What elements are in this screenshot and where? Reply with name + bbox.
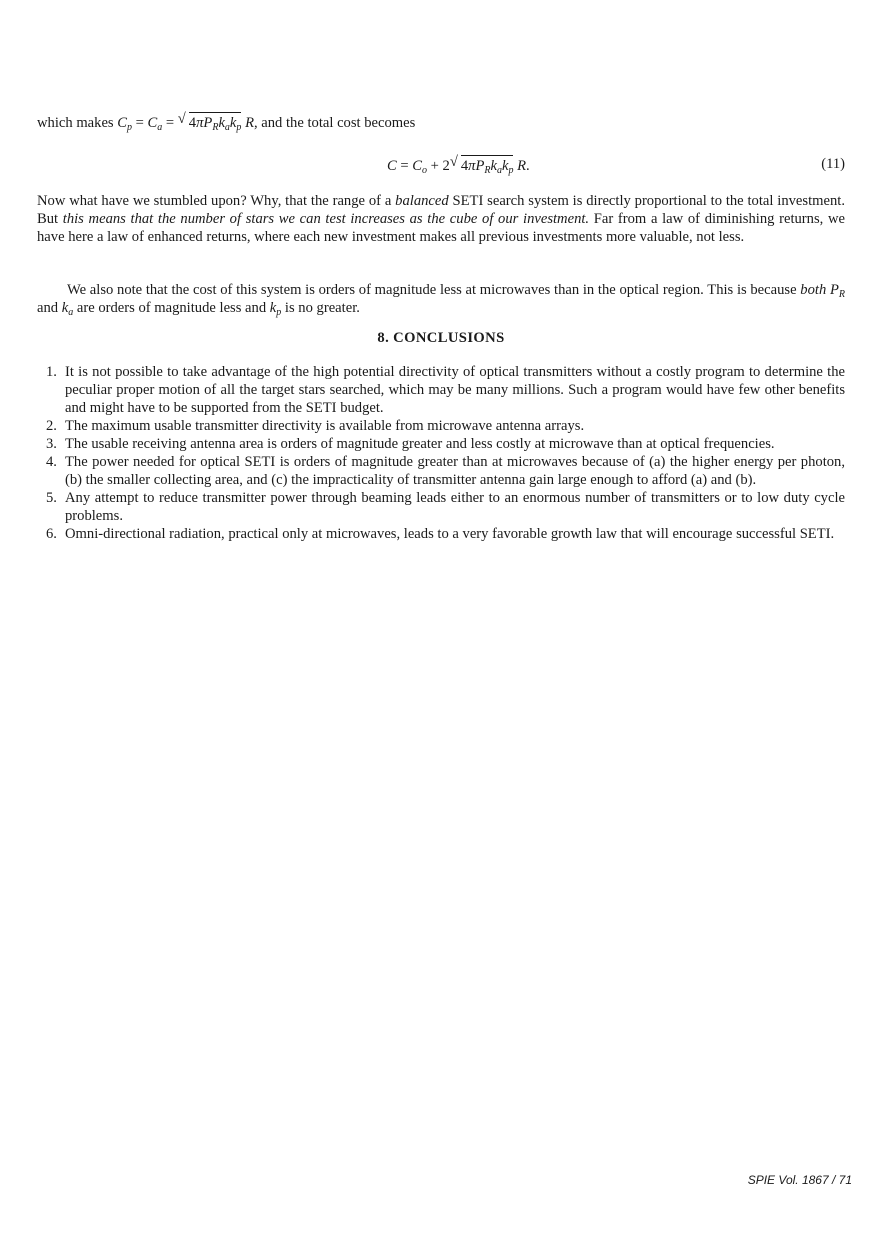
equation-11 xyxy=(37,155,845,175)
list-item xyxy=(37,489,845,525)
symbol-pr: $P_R$ xyxy=(829,282,845,300)
list-item-number: 1. xyxy=(46,364,57,380)
list-item-number: 3. xyxy=(46,436,57,452)
list-item-text: The usable receiving antenna area is orders of magnitude greater and less costly at microwave than at optical frequencies. xyxy=(65,436,775,452)
paragraph1-text-b: SETI search system is directly proportional to the total investment. But xyxy=(37,193,845,227)
list-item xyxy=(37,525,845,543)
paragraph2-text-b: and xyxy=(37,300,59,316)
list-item-number: 4. xyxy=(46,454,57,470)
equation-formula: $C = C_o + 2$ √ $4\pi P_Rk_ak_p$ R. xyxy=(387,154,530,176)
paragraph-range-proportional xyxy=(37,192,845,246)
page-footer: SPIE Vol. 1867 / 71 xyxy=(747,1173,852,1187)
list-item-text: Any attempt to reduce transmitter power through beaming leads either to an enormous number of transmitters or to low duty cycle problems. xyxy=(65,490,845,524)
intro-line xyxy=(37,112,845,132)
list-item xyxy=(37,453,845,489)
list-item xyxy=(37,417,845,435)
paragraph1-emphasis-balanced: balanced xyxy=(395,193,449,209)
list-item-text: It is not possible to take advantage of the high potential directivity of optical transmitters without a costly program to determine the peculiar proper motion of all the target stars searched, which may be many millions. Such a program would have few other benefits and might have to be supported from the SETI budget. xyxy=(65,364,845,416)
inline-formula-cost-equality: $C_p = C_a$ = √ $4\pi P_Rk_ak_p$ R xyxy=(117,111,254,133)
paragraph2-emphasis-both: both xyxy=(800,282,827,298)
list-item-number: 2. xyxy=(46,418,57,434)
paragraph2-text-d: is no greater. xyxy=(284,300,360,316)
intro-after-text: , and the total cost becomes xyxy=(253,115,416,131)
list-item-text: The power needed for optical SETI is orders of magnitude greater than at microwaves because of (a) the higher energy per photon, (b) the smaller collecting area, and (c) the impracticality of transmitter antenna gain large enough to afford (a) and (b). xyxy=(65,454,845,488)
list-item-text: The maximum usable transmitter directivity is available from microwave antenna arrays. xyxy=(65,418,585,434)
paragraph1-emphasis-cube: this means that the number of stars we can test increases as the cube of our investment. xyxy=(62,211,590,227)
section-heading-conclusions: 8. CONCLUSIONS xyxy=(377,330,505,346)
paragraph2-text-c: are orders of magnitude less and xyxy=(76,300,267,316)
paragraph2-text-a: We also note that the cost of this system is orders of magnitude less at microwaves than in the optical region. This is because xyxy=(67,282,797,298)
symbol-kp: $k_p$ xyxy=(269,300,282,318)
list-item-text: Omni-directional radiation, practical only at microwaves, leads to a very favorable growth law that will encourage successful SETI. xyxy=(65,526,835,542)
equation-number: (11) xyxy=(821,156,845,172)
paragraph1-text-c: Far from a law of diminishing returns, we have here a law of enhanced returns, where each new investment makes all previous investments more valuable, not less. xyxy=(37,211,845,245)
paragraph1-text-a: Now what have we stumbled upon? Why, that the range of a xyxy=(37,193,392,209)
list-item-number: 5. xyxy=(46,490,57,506)
list-item xyxy=(37,363,845,417)
paragraph-microwave-cost xyxy=(37,281,845,317)
list-item-number: 6. xyxy=(46,526,57,542)
conclusions-list xyxy=(37,363,845,543)
symbol-ka: $k_a$ xyxy=(61,300,74,318)
list-item xyxy=(37,435,845,453)
intro-before-text: which makes xyxy=(37,115,114,131)
